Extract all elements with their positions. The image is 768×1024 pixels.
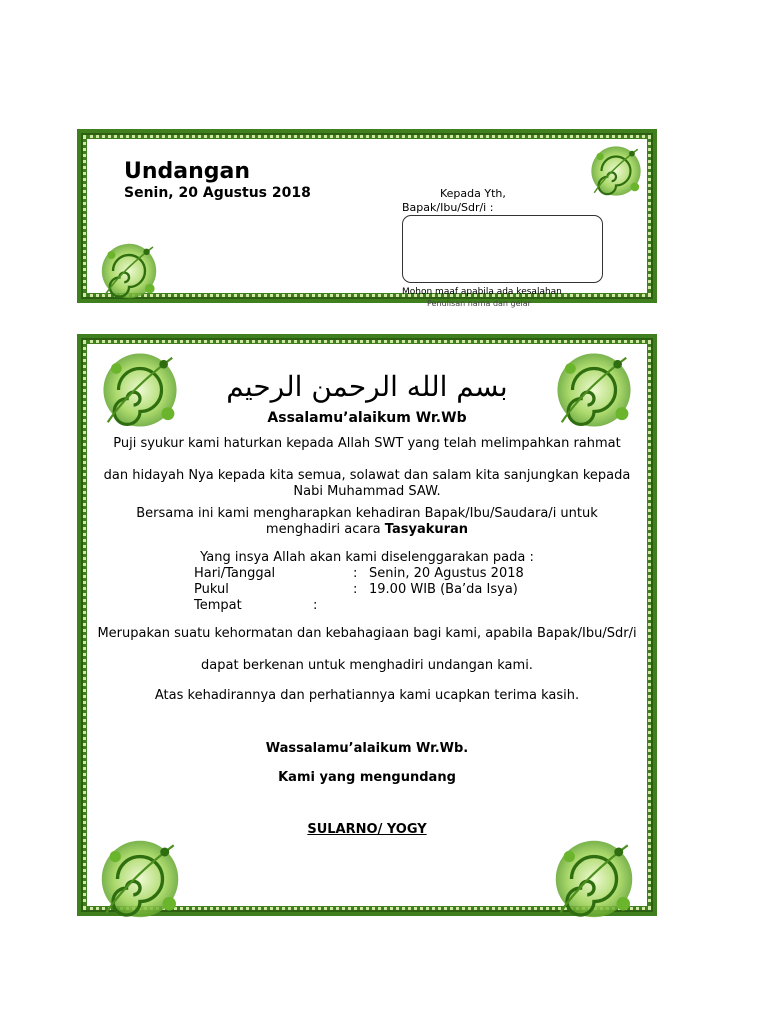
- inviter-label: Kami yang mengundang: [278, 770, 456, 785]
- closing-salam: Wassalamu’alaikum Wr.Wb.: [265, 741, 469, 756]
- day-value: Senin, 20 Agustus 2018: [369, 566, 524, 581]
- event-name: Tasyakuran: [384, 522, 469, 537]
- attend-text: menghadiri acara: [265, 522, 381, 537]
- place-separator: :: [313, 598, 318, 613]
- floral-corner-ornament: [90, 834, 190, 924]
- paragraph-3-line-1: Merupakan suatu kehormatan dan kebahagiaan bagi kami, apabila Bapak/Ibu/Sdr/i: [97, 626, 637, 641]
- address-box: [402, 215, 603, 283]
- paragraph-2-line-2: [87, 522, 647, 538]
- signature-name: SULARNO/ YOGY: [307, 822, 427, 837]
- recipient-label: Bapak/Ibu/Sdr/i :: [402, 201, 494, 214]
- apology-note-line2: Penulisan nama dan gelar: [427, 299, 531, 308]
- apology-note: Mohon maaf apabila ada kesalahan: [402, 287, 562, 297]
- time-label: Pukul: [194, 582, 229, 597]
- schedule-intro: Yang insya Allah akan kami diselenggarakan pada :: [200, 550, 534, 565]
- place-label: Tempat: [194, 598, 242, 613]
- thanks-line: Atas kehadirannya dan perhatiannya kami ucapkan terima kasih.: [154, 688, 580, 703]
- envelope-title: Undangan: [124, 159, 251, 184]
- floral-corner-ornament: [90, 239, 168, 303]
- day-label: Hari/Tanggal: [194, 566, 276, 581]
- time-separator: :: [353, 582, 358, 597]
- paragraph-1-line-1: Puji syukur kami haturkan kepada Allah SWT yang telah melimpahkan rahmat: [113, 436, 621, 451]
- invitation-letter: [77, 334, 657, 916]
- paragraph-1-line-2: dan hidayah Nya kepada kita semua, solawat dan salam kita sanjungkan kepada Nabi Muhammad SAW.: [103, 468, 631, 499]
- bismillah-calligraphy: بسم الله الرحمن الرحيم: [226, 370, 508, 403]
- paragraph-3-line-2: dapat berkenan untuk menghadiri undangan kami.: [201, 658, 533, 673]
- envelope-card: [77, 129, 657, 308]
- floral-corner-ornament: [584, 142, 648, 200]
- time-value: 19.00 WIB (Ba’da Isya): [369, 582, 518, 597]
- floral-corner-ornament: [544, 834, 644, 924]
- to-label: Kepada Yth,: [440, 187, 506, 200]
- envelope-date: Senin, 20 Agustus 2018: [124, 185, 311, 201]
- paragraph-2-line-1: Bersama ini kami mengharapkan kehadiran Bapak/Ibu/Saudara/i untuk: [136, 506, 598, 521]
- day-separator: :: [353, 566, 358, 581]
- greeting: Assalamu’alaikum Wr.Wb: [267, 410, 467, 426]
